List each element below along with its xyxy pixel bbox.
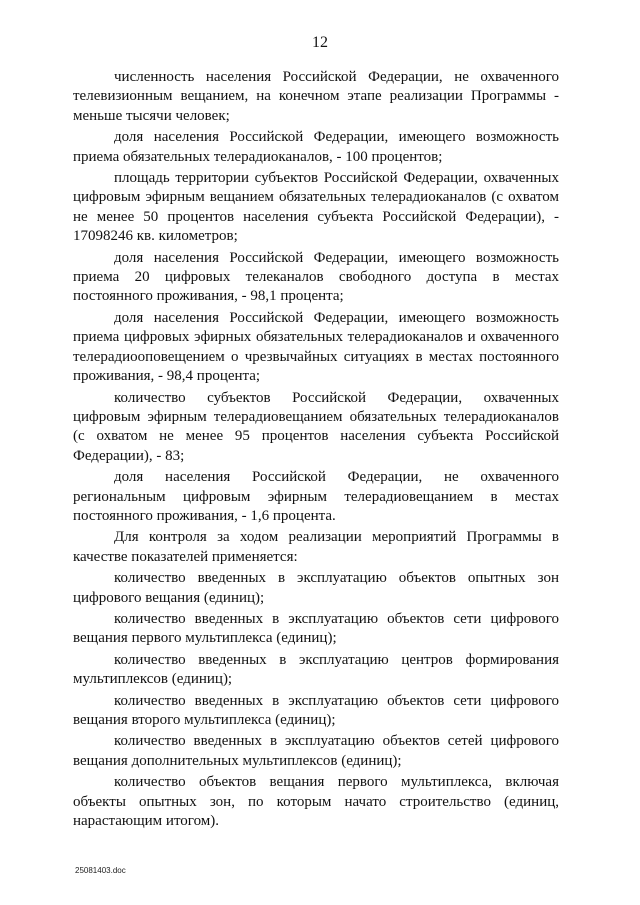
paragraph: Для контроля за ходом реализации мероприятий Программы в качестве показателей применяется:	[73, 529, 559, 565]
footer-filename: 25081403.doc	[75, 866, 126, 875]
paragraph: количество субъектов Российской Федерации, охваченных цифровым эфирным телерадиовещанием обязательных телерадиоканалов (с охватом не менее 95 процентов населения субъекта Российской Федерации), - 83;	[73, 389, 559, 464]
document-body	[73, 68, 559, 833]
paragraph: количество введенных в эксплуатацию объектов опытных зон цифрового вещания (единиц);	[73, 570, 559, 606]
paragraph: доля населения Российской Федерации, имеющего возможность приема 20 цифровых телеканалов свободного доступа в местах постоянного проживания, - 98,1 процента;	[73, 249, 559, 305]
paragraph: доля населения Российской Федерации, не охваченного региональным цифровым эфирным телерадиовещанием в местах постоянного проживания, - 1,6 процента.	[73, 469, 559, 524]
paragraph: доля населения Российской Федерации, имеющего возможность приема обязательных телерадиоканалов, - 100 процентов;	[73, 129, 559, 165]
paragraph: количество введенных в эксплуатацию центров формирования мультиплексов (единиц);	[73, 651, 559, 688]
paragraph: численность населения Российской Федерации, не охваченного телевизионным вещанием, на конечном этапе реализации Программы - меньше тысячи человек;	[73, 69, 559, 124]
paragraph: площадь территории субъектов Российской Федерации, охваченных цифровым эфирным вещанием обязательных телерадиоканалов (с охватом не менее 50 процентов населения субъекта Российской Федерации), - 17098246 кв. километров;	[73, 170, 559, 245]
page-number: 12	[312, 34, 328, 51]
paragraph: доля населения Российской Федерации, имеющего возможность приема цифровых эфирных обязательных телерадиоканалов и охваченного телерадиооповещением о чрезвычайных ситуациях в местах постоянного проживания, - 98,4 процента;	[73, 309, 559, 385]
paragraph: количество объектов вещания первого мультиплекса, включая объекты опытных зон, по которым начато строительство (единиц, нарастающим итогом).	[73, 774, 559, 830]
paragraph: количество введенных в эксплуатацию объектов сети цифрового вещания первого мультиплекса (единиц);	[73, 610, 559, 647]
paragraph: количество введенных в эксплуатацию объектов сетей цифрового вещания дополнительных мультиплексов (единиц);	[73, 733, 559, 769]
paragraph: количество введенных в эксплуатацию объектов сети цифрового вещания второго мультиплекса (единиц);	[73, 692, 559, 728]
